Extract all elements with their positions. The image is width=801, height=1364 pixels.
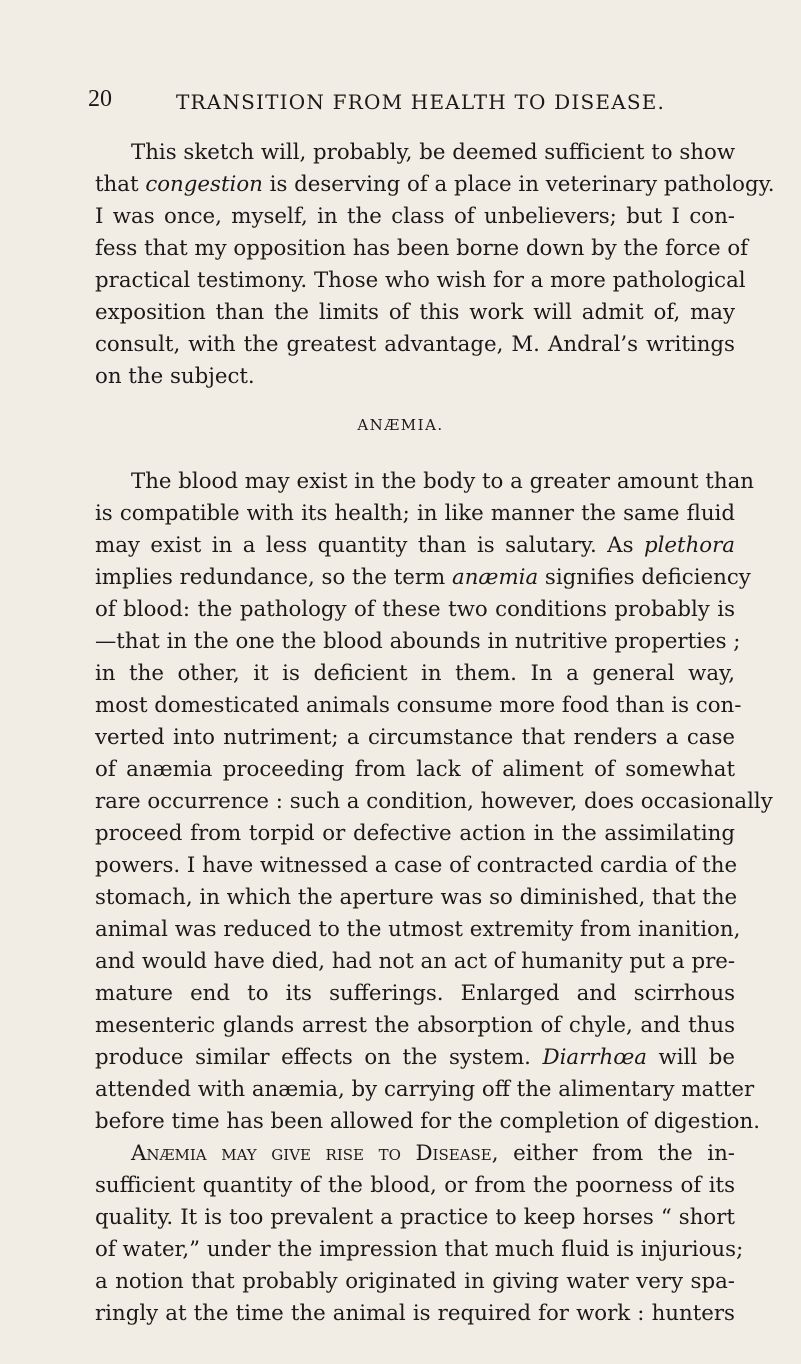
paragraph2-line: —that in the one the blood abounds in nutritive properties ; xyxy=(95,629,741,654)
paragraph2-line: and would have died, had not an act of humanity put a pre- xyxy=(95,949,736,974)
running-head-title: TRANSITION FROM HEALTH TO DISEASE. xyxy=(176,90,666,114)
paragraph2-line: produce similar effects on the system. Diarrhœa will be xyxy=(95,1045,735,1070)
paragraph1-line: I was once, myself, in the class of unbelievers; but I con- xyxy=(95,204,735,229)
section-heading: ANÆMIA. xyxy=(357,416,444,434)
paragraph1-line: exposition than the limits of this work will admit of, may xyxy=(95,300,735,325)
paragraph3-line: of water,” under the impression that much fluid is injurious; xyxy=(95,1237,744,1262)
emphasis-diarrhoea: Diarrhœa xyxy=(542,1045,647,1070)
paragraph2-line: stomach, in which the aperture was so diminished, that the xyxy=(95,885,738,910)
paragraph2-line: mesenteric glands arrest the absorption of chyle, and thus xyxy=(95,1013,735,1038)
paragraph1-line: that congestion is deserving of a place in veterinary pathology. xyxy=(95,172,775,197)
paragraph2-line: may exist in a less quantity than is salutary. As plethora xyxy=(95,533,735,558)
paragraph2-line: of blood: the pathology of these two conditions probably is xyxy=(95,597,735,622)
page-number: 20 xyxy=(88,86,112,112)
paragraph2-line: animal was reduced to the utmost extremity from inanition, xyxy=(95,917,741,942)
paragraph3-line: sufficient quantity of the blood, or from the poorness of its xyxy=(95,1173,735,1198)
paragraph2-line: mature end to its sufferings. Enlarged and scirrhous xyxy=(95,981,735,1006)
emphasis-anaemia: anæmia xyxy=(452,565,539,590)
emphasis-plethora: plethora xyxy=(643,533,735,558)
paragraph2-line: powers. I have witnessed a case of contracted cardia of the xyxy=(95,853,738,878)
paragraph1-line: on the subject. xyxy=(95,364,255,389)
paragraph3-line: a notion that probably originated in giving water very spa- xyxy=(95,1269,735,1294)
paragraph1-line: This sketch will, probably, be deemed sufficient to show xyxy=(131,140,736,165)
paragraph3-line: ringly at the time the animal is required for work : hunters xyxy=(95,1301,735,1326)
paragraph2-line: most domesticated animals consume more food than is con- xyxy=(95,693,742,718)
paragraph2-line: of anæmia proceeding from lack of aliment of somewhat xyxy=(95,757,735,782)
paragraph3-line: quality. It is too prevalent a practice to keep horses “ short xyxy=(95,1205,735,1230)
paragraph3-line: Anæmia may give rise to Disease, either from the in- xyxy=(131,1141,735,1166)
paragraph2-line: implies redundance, so the term anæmia signifies deficiency xyxy=(95,565,751,590)
running-head xyxy=(88,86,728,118)
paragraph2-line: The blood may exist in the body to a greater amount than xyxy=(131,469,754,494)
paragraph2-line: rare occurrence : such a condition, however, does occasionally xyxy=(95,789,773,814)
paragraph2-line: before time has been allowed for the completion of digestion. xyxy=(95,1109,760,1134)
paragraph2-line: attended with anæmia, by carrying off the alimentary matter xyxy=(95,1077,755,1102)
paragraph1-line: consult, with the greatest advantage, M. Andral’s writings xyxy=(95,332,735,357)
emphasis-congestion: congestion xyxy=(145,172,263,197)
paragraph2-line: is compatible with its health; in like manner the same fluid xyxy=(95,501,735,526)
paragraph2-line: in the other, it is deficient in them. In a general way, xyxy=(95,661,735,686)
paragraph2-line: proceed from torpid or defective action in the assimilating xyxy=(95,821,735,846)
paragraph1-line: fess that my opposition has been borne down by the force of xyxy=(95,236,749,261)
paragraph1-line: practical testimony. Those who wish for a more pathological xyxy=(95,268,746,293)
paragraph3-lead-in: Anæmia may give rise to Disease, xyxy=(131,1141,499,1166)
paragraph2-line: verted into nutriment; a circumstance that renders a case xyxy=(95,725,735,750)
